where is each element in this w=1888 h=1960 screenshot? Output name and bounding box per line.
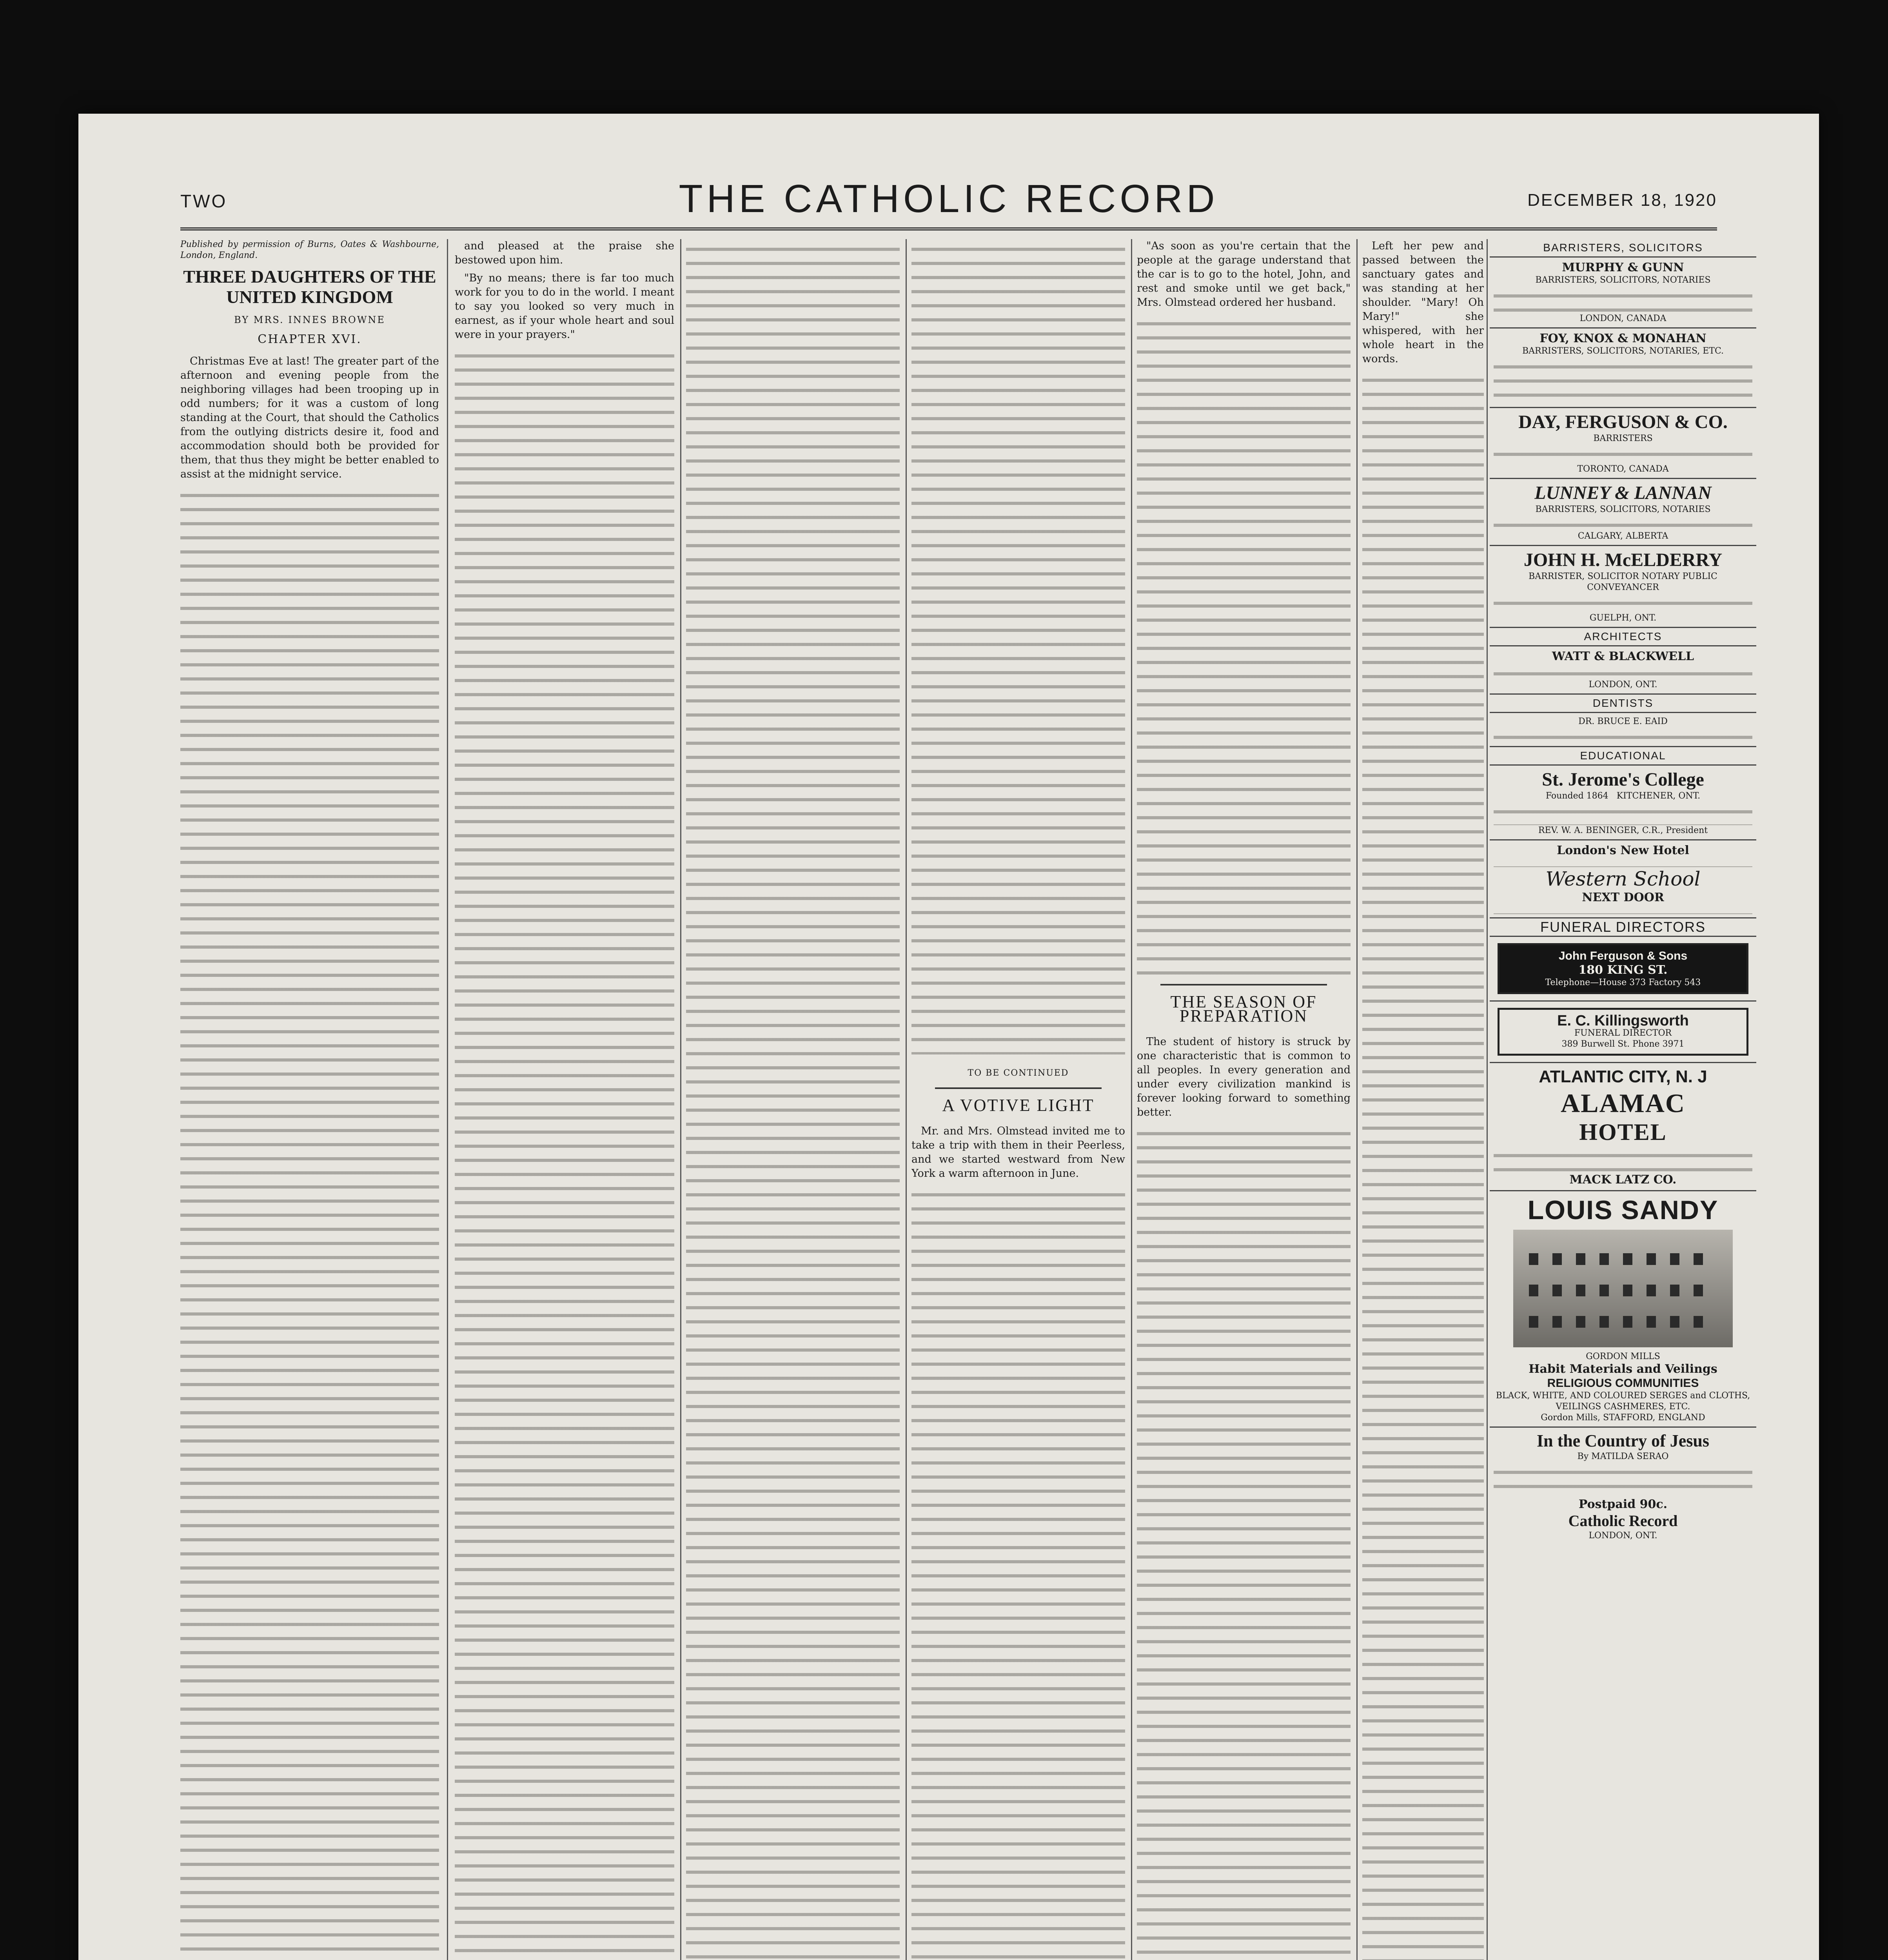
story-credit: Published by permission of Burns, Oates & Washbourne, London, England. xyxy=(180,240,439,260)
story-column-1 xyxy=(180,239,439,1960)
ad-louis-sandy: LOUIS SANDY GORDON MILLS Habit Materials and Veilings RELIGIOUS COMMUNITIES BLACK, WHITE, AND COLOURED SERGES and CLOTHS, VEILINGS CASHMERES, ETC. Gordon Mills, STAFFORD, ENGLAND xyxy=(1490,1191,1756,1428)
newspaper-title: THE CATHOLIC RECORD xyxy=(679,177,1219,221)
story-column-3 xyxy=(686,239,900,1960)
season-column xyxy=(1362,239,1484,1960)
votive-title: A VOTIVE LIGHT xyxy=(942,1096,1095,1115)
season-paragraph: Left her pew and passed between the sanctuary gates and was standing at her shoulder. "Mary! Oh Mary!" she whispered, with her whole heart in the words. xyxy=(1362,240,1484,365)
ad-killingsworth: E. C. Killingsworth FUNERAL DIRECTOR 389 Burwell St. Phone 3971 xyxy=(1490,1002,1756,1063)
section-divider xyxy=(1160,984,1327,985)
season-text-block xyxy=(1137,1123,1351,1960)
story-paragraph: Christmas Eve at last! The greater part of the afternoon and evening people from the neighboring villages had been trooping up in odd numbers; for it was a custom of long standing at the Court, that should the Catholics from the outlying districts desire it, food and accommodation should both be provided for them, that thus they might be better enabled to assist at the midnight service. xyxy=(180,355,439,480)
ad-section-heading: BARRISTERS, SOLICITORS xyxy=(1490,239,1756,258)
ad-john-ferguson: John Ferguson & Sons 180 KING ST. Telephone—House 373 Factory 543 xyxy=(1490,937,1756,1002)
section-divider xyxy=(935,1087,1102,1089)
ad-country-of-jesus: In the Country of Jesus By MATILDA SERAO Postpaid 90c. Catholic Record LONDON, ONT. xyxy=(1490,1428,1756,1544)
masthead xyxy=(180,176,1717,230)
story-column-2 xyxy=(455,239,674,1960)
ad-section-heading: DENTISTS xyxy=(1490,695,1756,713)
story-title: THREE DAUGHTERS OF THE UNITED KINGDOM xyxy=(183,267,436,307)
ad-section-heading: FUNERAL DIRECTORS xyxy=(1490,918,1756,937)
story-text-block xyxy=(686,239,900,1960)
story-paragraph: "By no means; there is far too much work for you to do in the world. I meant to say you looked so very much in earnest, as if your whole heart and soul were in your prayers." xyxy=(455,272,674,341)
votive-paragraph: Mr. and Mrs. Olmstead invited me to take a trip with them in their Peerless, and we started westward from New York a warm afternoon in June. xyxy=(911,1125,1125,1180)
ad-section-heading: EDUCATIONAL xyxy=(1490,747,1756,766)
column-rule xyxy=(1487,239,1488,1960)
ad-section-heading: ARCHITECTS xyxy=(1490,628,1756,646)
column-rule xyxy=(906,239,907,1960)
story-paragraph: and pleased at the praise she bestowed upon him. xyxy=(455,240,674,266)
ad-day-ferguson: DAY, FERGUSON & CO. BARRISTERS TORONTO, CANADA xyxy=(1490,408,1756,479)
advertisement-column xyxy=(1490,239,1756,1960)
story-text-block xyxy=(911,239,1125,1054)
ad-murphy-gunn: MURPHY & GUNN BARRISTERS, SOLICITORS, NOTARIES LONDON, CANADA xyxy=(1490,258,1756,328)
votive-paragraph: "As soon as you're certain that the people at the garage understand that the car is to go to the hotel, John, and rest and smoke until we get back," Mrs. Olmstead ordered her husband. xyxy=(1137,240,1351,309)
story-text-block xyxy=(180,485,439,1960)
page-number: TWO xyxy=(180,191,227,211)
story-column-4 xyxy=(911,239,1125,1960)
column-rule xyxy=(447,239,448,1960)
newspaper-page xyxy=(78,114,1819,1960)
ad-dentist: DR. BRUCE E. EAID xyxy=(1490,713,1756,747)
ad-st-jeromes: St. Jerome's College Founded 1864 KITCHENER, ONT. REV. W. A. BENINGER, C.R., President xyxy=(1490,766,1756,840)
votive-column xyxy=(1137,239,1351,1960)
story-chapter: CHAPTER XVI. xyxy=(258,332,362,346)
ad-mcelderry: JOHN H. McELDERRY BARRISTER, SOLICITOR NOTARY PUBLIC CONVEYANCER GUELPH, ONT. xyxy=(1490,546,1756,628)
story-text-block xyxy=(455,346,674,1960)
votive-text-block xyxy=(911,1185,1125,1960)
ad-lunney-lannan: LUNNEY & LANNAN BARRISTERS, SOLICITORS, NOTARIES CALGARY, ALBERTA xyxy=(1490,479,1756,546)
ad-alamac-hotel: ATLANTIC CITY, N. J ALAMAC HOTEL MACK LATZ CO. xyxy=(1490,1063,1756,1191)
mill-building-illustration xyxy=(1513,1230,1733,1347)
story-byline: BY MRS. INNES BROWNE xyxy=(234,314,385,325)
votive-text-block xyxy=(1137,314,1351,980)
issue-date: DECEMBER 18, 1920 xyxy=(1527,191,1717,210)
ad-watt-blackwell: WATT & BLACKWELL LONDON, ONT. xyxy=(1490,646,1756,695)
ad-london-hotel: London's New Hotel Western School NEXT DOOR xyxy=(1490,840,1756,918)
ad-foy-knox: FOY, KNOX & MONAHAN BARRISTERS, SOLICITORS, NOTARIES, ETC. xyxy=(1490,328,1756,408)
season-paragraph: The student of history is struck by one characteristic that is common to all peoples. In every generation and under every civilization mankind is forever looking forward to something better. xyxy=(1137,1036,1351,1118)
column-rule xyxy=(1131,239,1132,1960)
column-rule xyxy=(1356,239,1358,1960)
continued-notice: TO BE CONTINUED xyxy=(968,1068,1069,1078)
season-text-block xyxy=(1362,370,1484,1960)
season-title: THE SEASON OF PREPARATION xyxy=(1170,992,1317,1025)
column-rule xyxy=(680,239,681,1960)
